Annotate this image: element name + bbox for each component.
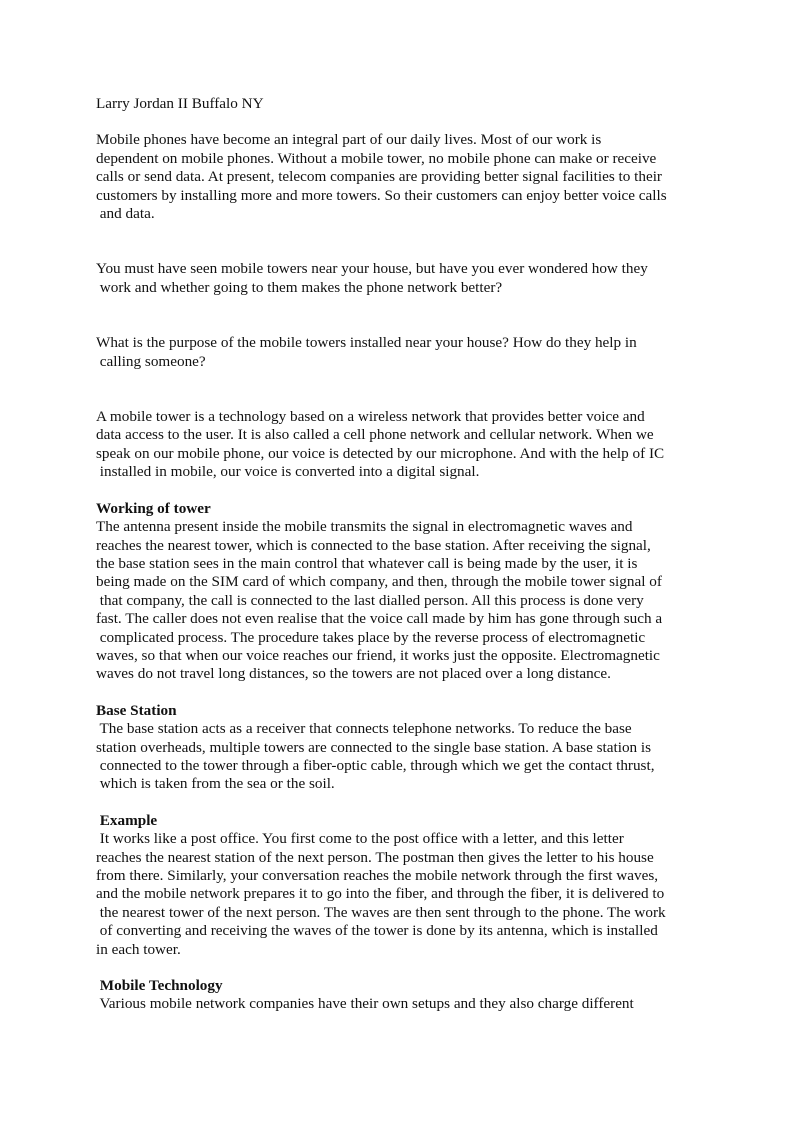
text-line: fast. The caller does not even realise that the voice call made by him has gone through such a <box>96 610 663 628</box>
text-line: Mobile phones have become an integral part of our daily lives. Most of our work is <box>96 131 602 149</box>
text-line: waves, so that when our voice reaches our friend, it works just the opposite. Electromagnetic <box>96 646 660 664</box>
text-line: which is taken from the sea or the soil. <box>96 775 335 793</box>
text-line: calls or send data. At present, telecom companies are providing better signal facilities to their <box>96 168 662 186</box>
text-line: station overheads, multiple towers are connected to the single base station. A base station is <box>96 738 652 756</box>
text-line: customers by installing more and more towers. So their customers can enjoy better voice calls <box>96 186 667 204</box>
spacer <box>96 959 706 977</box>
text-line: You must have seen mobile towers near your house, but have you ever wondered how they <box>96 260 648 278</box>
text-line: calling someone? <box>96 352 206 370</box>
text-line: in each tower. <box>96 940 181 958</box>
text-line: speak on our mobile phone, our voice is detected by our microphone. And with the help of IC <box>96 444 665 462</box>
spacer <box>96 371 706 408</box>
text-line: It works like a post office. You first come to the post office with a letter, and this letter <box>96 830 624 848</box>
text-line: of converting and receiving the waves of the tower is done by its antenna, which is installed <box>96 922 658 940</box>
text-line: dependent on mobile phones. Without a mobile tower, no mobile phone can make or receive <box>96 149 657 167</box>
document-page <box>96 95 706 1014</box>
text-line: the base station sees in the main control that whatever call is being made by the user, it is <box>96 554 638 572</box>
spacer <box>96 482 706 500</box>
text-line: from there. Similarly, your conversation reaches the mobile network through the first waves, <box>96 867 659 884</box>
definition-paragraph <box>96 408 706 482</box>
section-heading-base-station: Base Station <box>96 701 177 719</box>
text-line: the nearest tower of the next person. The waves are then sent through to the phone. The work <box>96 903 666 921</box>
text-line: and data. <box>96 205 155 223</box>
text-line: A mobile tower is a technology based on a wireless network that provides better voice and <box>96 408 645 426</box>
text-line: and the mobile network prepares it to go into the fiber, and through the fiber, it is delivered to <box>96 885 665 903</box>
text-line: reaches the nearest station of the next person. The postman then gives the letter to his house <box>96 848 654 866</box>
intro-paragraph <box>96 131 706 223</box>
spacer <box>96 223 706 260</box>
text-line: The base station acts as a receiver that connects telephone networks. To reduce the base <box>96 720 632 738</box>
text-line: What is the purpose of the mobile towers installed near your house? How do they help in <box>96 334 637 352</box>
section-heading-mobile-technology: Mobile Technology <box>96 977 223 995</box>
text-line: data access to the user. It is also called a cell phone network and cellular network. When we <box>96 426 654 444</box>
text-line: installed in mobile, our voice is converted into a digital signal. <box>96 463 480 481</box>
text-line: complicated process. The procedure takes place by the reverse process of electromagnetic <box>96 628 646 646</box>
section-heading-example: Example <box>96 811 158 829</box>
spacer <box>96 297 706 334</box>
question-paragraph-2 <box>96 334 706 371</box>
mobile-technology-section <box>96 977 706 1014</box>
text-line: being made on the SIM card of which company, and then, through the mobile tower signal of <box>96 573 662 591</box>
author-line: Larry Jordan II Buffalo NY <box>96 95 264 112</box>
section-heading-working: Working of tower <box>96 499 211 517</box>
example-section <box>96 812 706 959</box>
text-line: work and whether going to them makes the phone network better? <box>96 278 503 296</box>
spacer <box>96 794 706 812</box>
question-paragraph-1 <box>96 260 706 297</box>
text-line: Various mobile network companies have their own setups and they also charge different <box>96 995 634 1013</box>
spacer <box>96 113 706 131</box>
base-station-section <box>96 702 706 794</box>
text-line: connected to the tower through a fiber-optic cable, through which we get the contact thrust, <box>96 756 655 774</box>
text-line: The antenna present inside the mobile transmits the signal in electromagnetic waves and <box>96 518 633 536</box>
working-section <box>96 500 706 684</box>
spacer <box>96 684 706 702</box>
text-line: reaches the nearest tower, which is connected to the base station. After receiving the signal, <box>96 536 651 554</box>
text-line: that company, the call is connected to the last dialled person. All this process is done very <box>96 591 644 609</box>
text-line: waves do not travel long distances, so the towers are not placed over a long distance. <box>96 665 611 683</box>
